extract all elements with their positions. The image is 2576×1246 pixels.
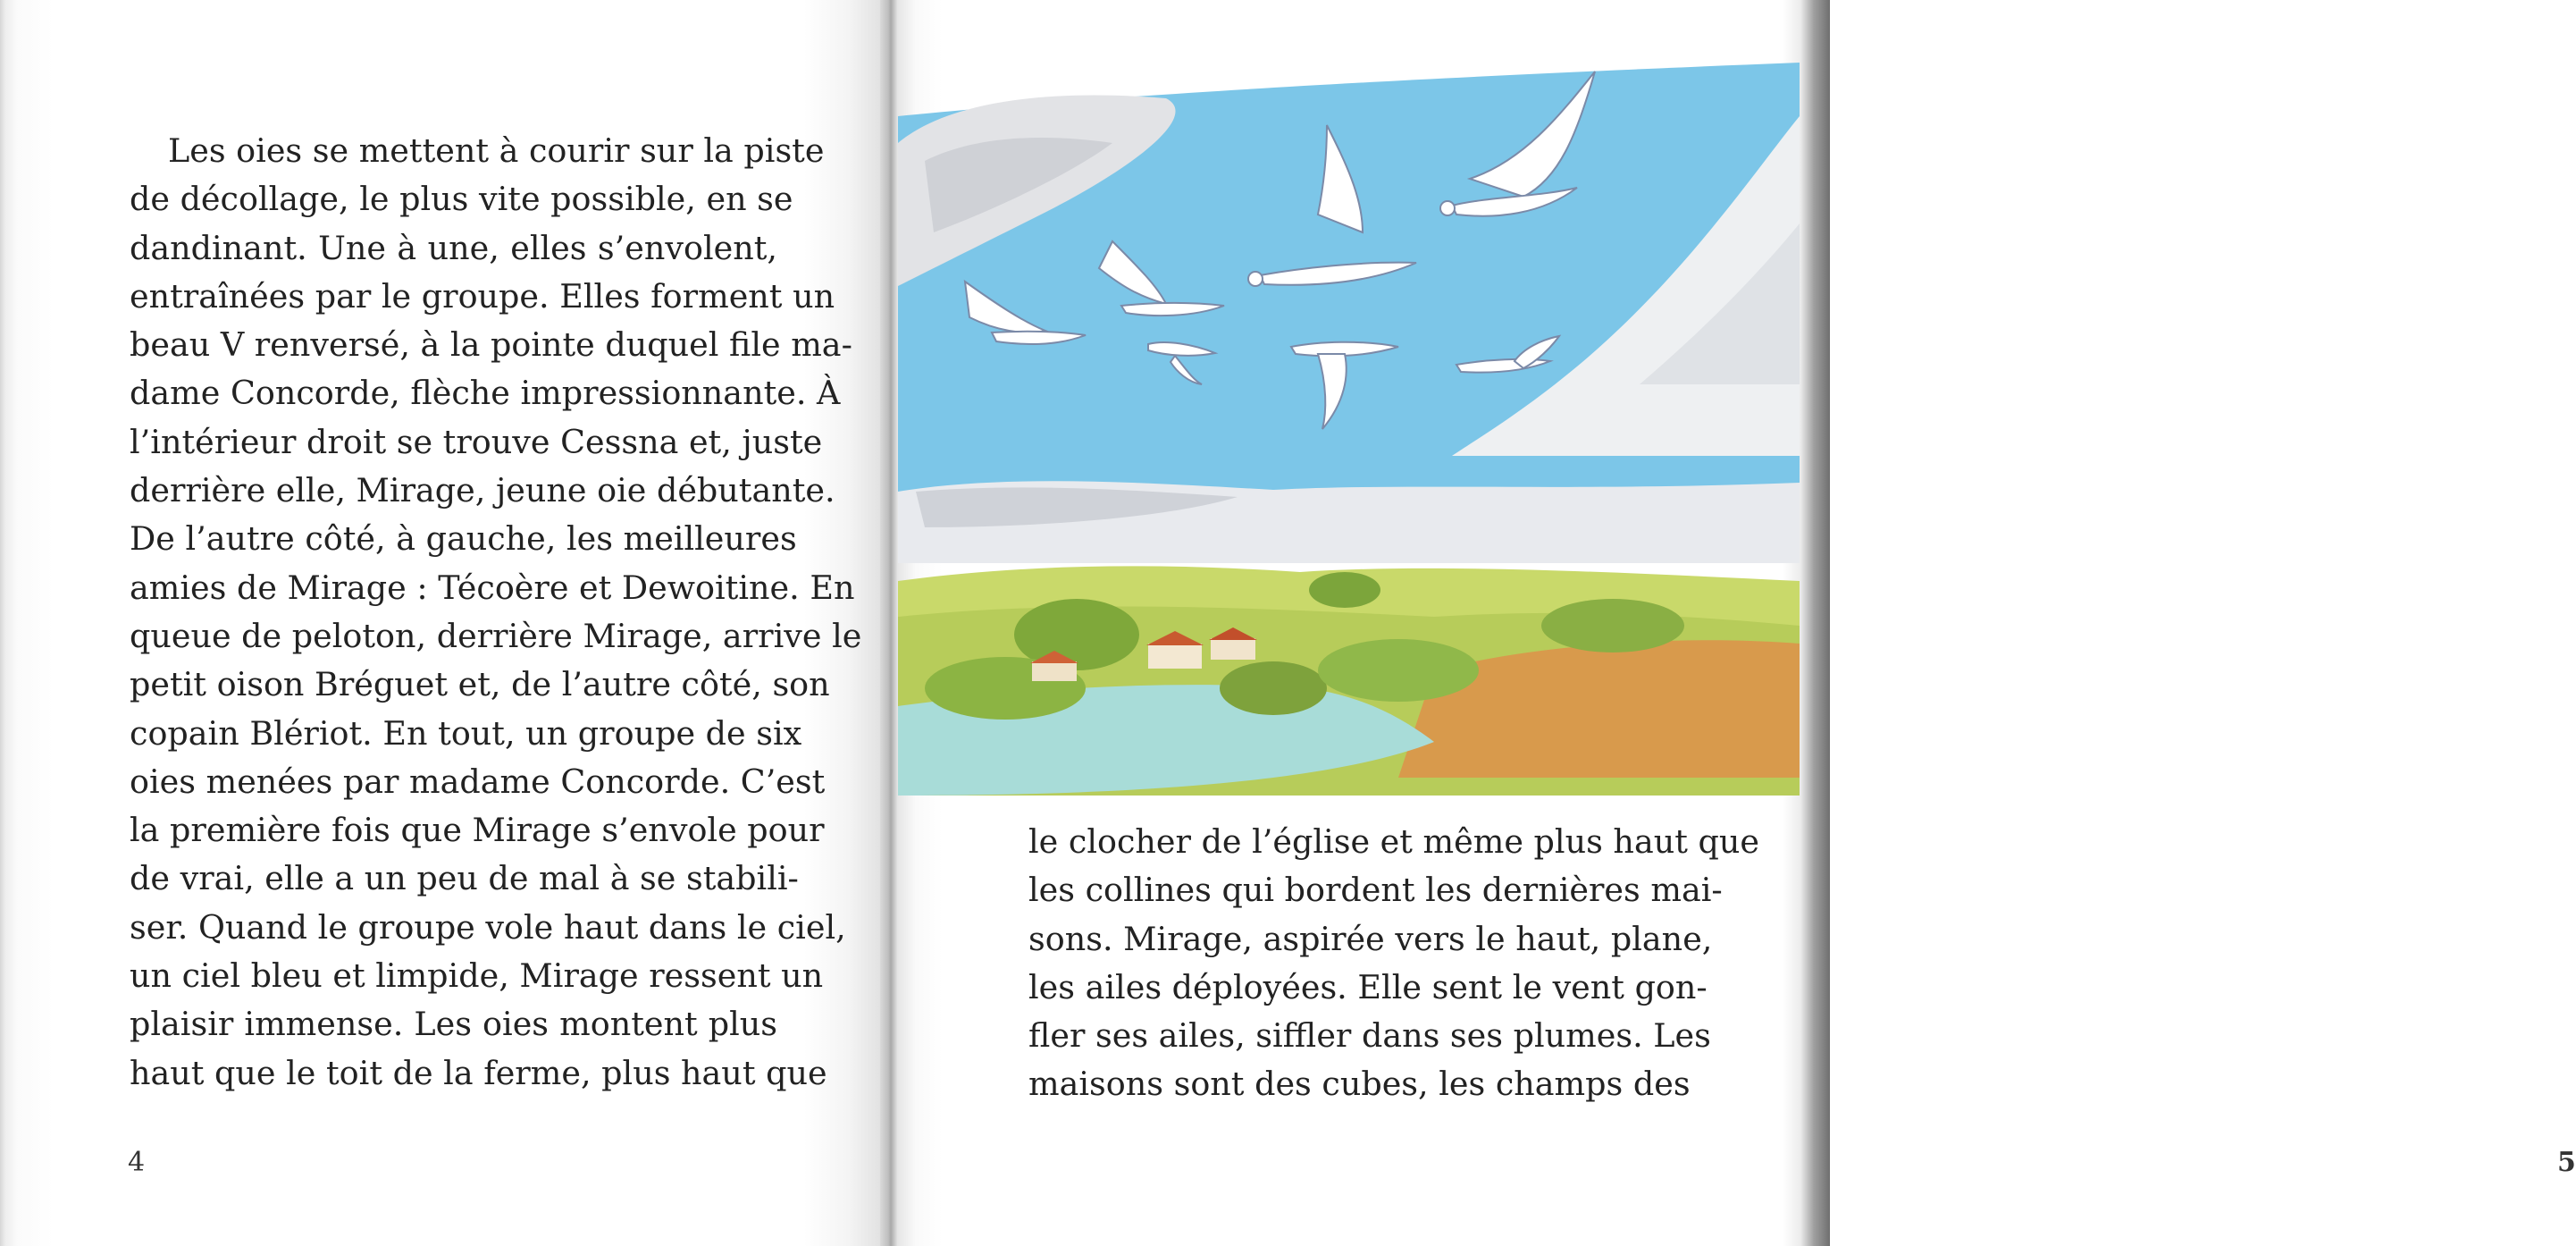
text-line: De l’autre côté, à gauche, les meilleures (130, 519, 797, 559)
text-line: Les oies se mettent à courir sur la piste (168, 131, 825, 170)
text-line: plaisir immense. Les oies montent plus (130, 1005, 777, 1044)
text-line: les ailes déployées. Elle sent le vent gon- (1028, 967, 1708, 1006)
text-line: entraînées par le groupe. Elles forment un (130, 276, 835, 316)
text-line: l’intérieur droit se trouve Cessna et, juste (130, 422, 823, 461)
tree (1541, 599, 1684, 652)
text-line: fler ses ailes, siffler dans ses plumes. Les (1028, 1016, 1711, 1056)
page-number-left: 4 (128, 1147, 146, 1178)
text-line: de décollage, le plus vite possible, en se (130, 180, 793, 219)
book-spine (880, 0, 898, 1246)
text-line: derrière elle, Mirage, jeune oie débutante. (130, 471, 835, 510)
text-line: copain Blériot. En tout, un groupe de six (130, 713, 802, 753)
text-line: oies menées par madame Concorde. C’est (130, 762, 826, 801)
left-page-text (130, 127, 862, 1098)
text-line: ser. Quand le groupe vole haut dans le ciel, (130, 907, 846, 947)
page-number-right: 5 (2557, 1147, 2576, 1178)
text-line: le clocher de l’église et même plus haut que (1028, 822, 1759, 861)
text-line: sons. Mirage, aspirée vers le haut, plane, (1028, 919, 1713, 958)
text-line: un ciel bleu et limpide, Mirage ressent un (130, 956, 824, 996)
left-page (0, 0, 880, 1246)
geese-flying-illustration (898, 63, 1800, 813)
text-line: petit oison Bréguet et, de l’autre côté, son (130, 665, 830, 704)
text-line: dame Concorde, flèche impressionnante. À (130, 374, 841, 413)
text-line: maisons sont des cubes, les champs des (1028, 1065, 1691, 1104)
right-page-text (1028, 818, 1759, 1109)
text-line: les collines qui bordent les dernières mai- (1028, 871, 1723, 910)
tree (1220, 661, 1327, 715)
text-line: beau V renversé, à la pointe duquel file ma- (130, 325, 852, 365)
text-line: dandinant. Une à une, elles s’envolent, (130, 228, 777, 267)
text-line: la première fois que Mirage s’envole pour (130, 811, 825, 850)
text-line: haut que le toit de la ferme, plus haut que (130, 1053, 827, 1092)
house (1211, 638, 1255, 660)
text-line: amies de Mirage : Técoère et Dewoitine. En (130, 568, 855, 607)
text-line: de vrai, elle a un peu de mal à se stabili- (130, 859, 799, 898)
house (1148, 644, 1202, 669)
house (1032, 661, 1077, 681)
text-line: queue de peloton, derrière Mirage, arrive le (130, 616, 862, 655)
tree (1309, 572, 1380, 608)
tree (1318, 639, 1479, 702)
